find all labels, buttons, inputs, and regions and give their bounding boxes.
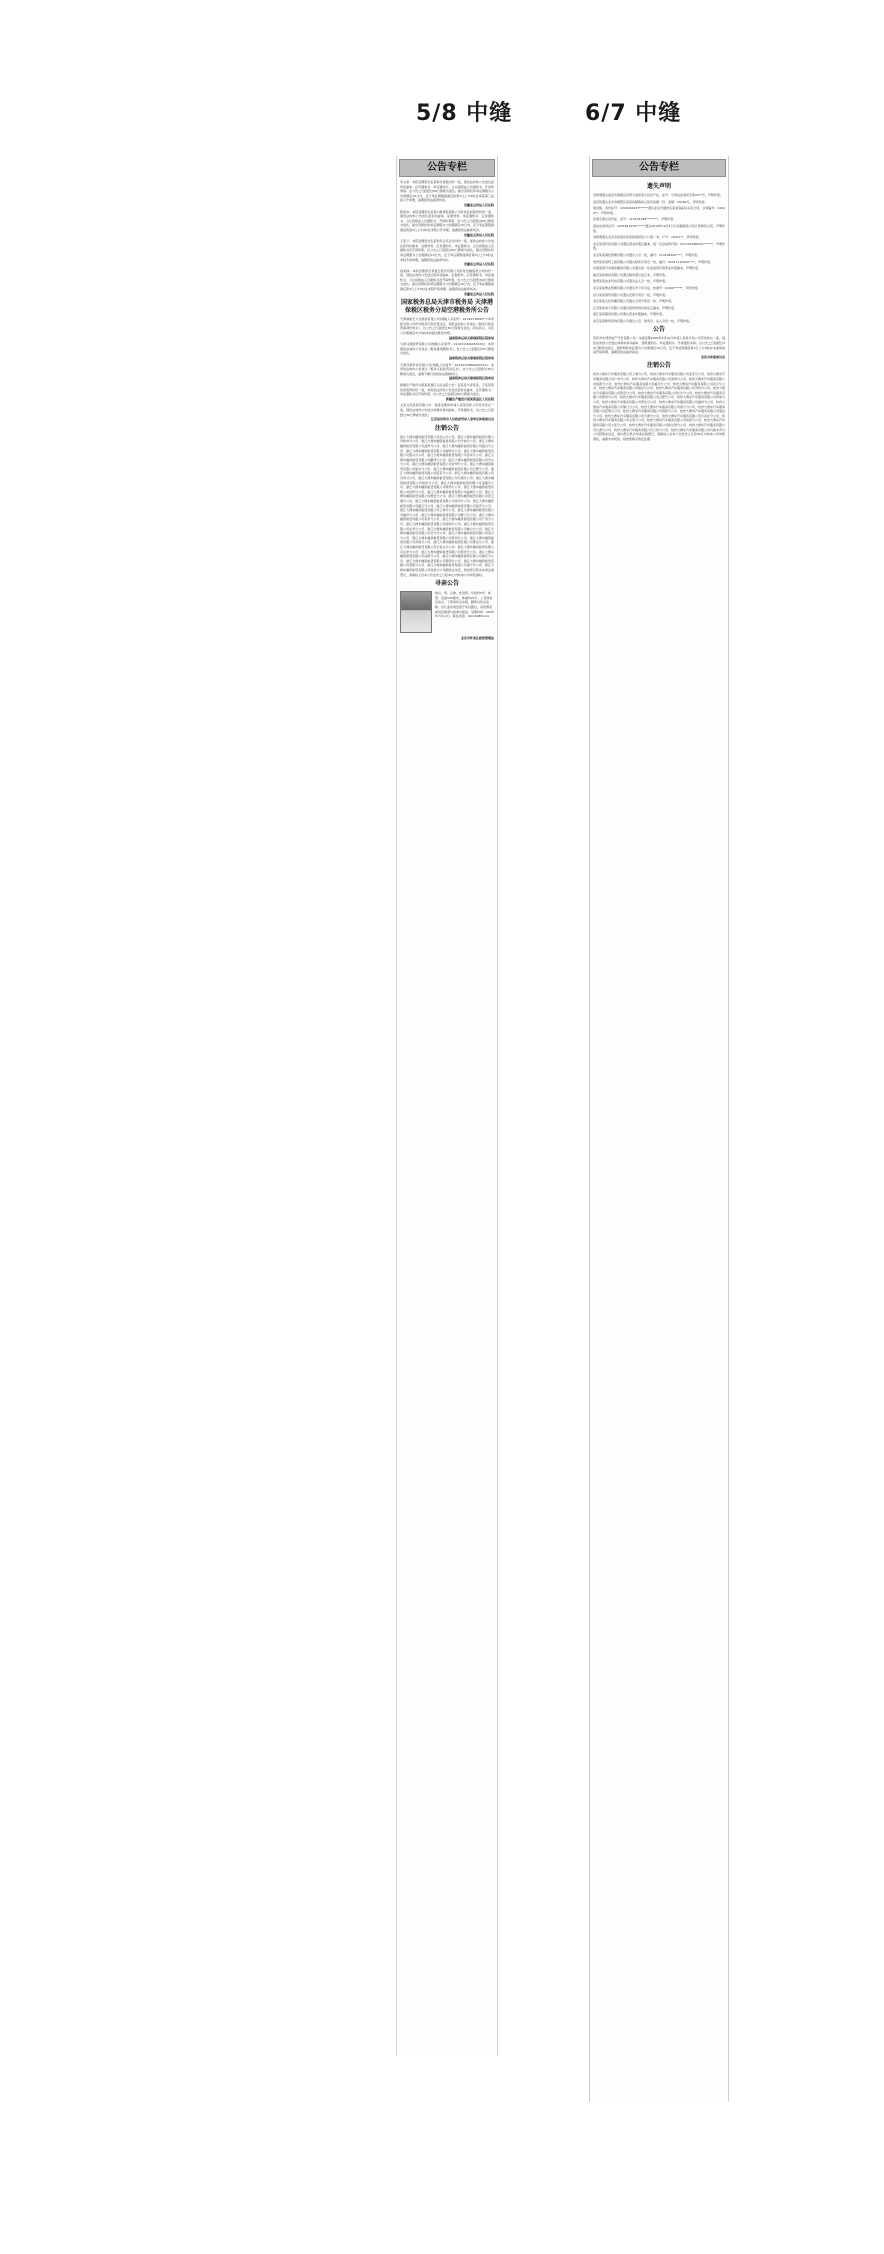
notice-signature: 安徽省五河县人民法院 [463,232,494,237]
list-item: 四川某某商贸有限公司遗失发票专用章一枚，声明作废。 [593,292,669,297]
notice-item: 新疆生产建设兵团某某垦区人民法院公告：张某某与李某某、王某某等民间借贷纠纷一案，本院依法向你公告送达起诉状副本、应诉通知书、举证通知书及开庭传票，自公告之日起经过60日即视为送达。 新疆生产建设兵团某某垦区人民法院 [400,382,494,401]
list-item: 周会骏，身份证号：4304261973******遗失北京市通州区某某商品房买卖合同，合同编号：X4420**，声明作废。 [593,206,725,215]
notice-item: 王某兰：本院受理原告张某诉你买卖合同纠纷一案，现依法向你公告送达起诉状副本、证据材料、应诉通知书、举证通知书、合议庭组成人员通知书及开庭传票。自公告之日起经过60日即视为送达，提出答辩状和举证期限为公告期满后15日内，定于举证期限届满后第3日上午9时在本院开庭审理，逾期将依法缺席判决。 安徽省五河县人民法院 [400,239,494,267]
notice-signature: 国家税务总局天津港保税区税务局 [448,376,494,381]
announcement-title: 公告 [652,326,665,334]
list-item: 浙江某某服饰有限公司遗失营业执照副本，声明作废。 [593,312,666,317]
notice-signature: 国家税务总局天津港保税区税务局 [448,335,494,340]
missing-person-title: 寻亲公告 [434,580,459,588]
notice-item: 天津佳新科技有限公司(纳税人识别号：91120118MA06XXXX)：本所依法向你公告送达《税务行政处罚决定书》，自公告之日起经过30日即视为送达，逾期不履行的将依法强制执行。 国家税务总局天津港保税区税务局 [400,362,494,381]
lost-statement-title: 遗失声明 [646,183,671,190]
page-label-right: 6/7 中缝 [585,101,682,126]
list-item: 昌及筑遗失北京市朝阳区某某房屋购房合同及收据一份，金额：23180元，声明作废。 [593,199,708,204]
column-header-left: 公告专栏 [399,159,495,177]
notice-column-left [396,156,498,2056]
notice-signature: 安徽省五河县人民法院 [463,202,494,207]
list-item: 刘建明遗失北京市某某区某某街道居民户口簿一本，户号：10011**，声明作废。 [593,235,702,240]
notice-item: 天津马网商贸有限公司(纳税人识别号：9112011MA06XXXX)：本所现依法向你公告送达《税务事项通知书》，自公告之日起经过30日即视为送达。 国家税务总局天津港保税区税务局 [400,342,494,360]
notice-signature: 雪花市仲裁委员会 [700,354,725,359]
list-item: 北京某某教育咨询有限公司遗失公章、财务章、法人章各一枚，声明作废。 [593,318,693,323]
notice-item: 文某文化投资有限公司：我委受理的申请人某某诉你公司劳动争议一案，现依法向你公告送达仲裁申请书副本、开庭通知书，自公告之日起经过30日即视为送达。 江苏省常州市人民政府劳动人事争议仲裁委员会 [400,403,494,422]
notice-signature: 新疆生产建设兵团某某垦区人民法院 [445,396,494,401]
announcement-text: 雪花市华邦房地产开发有限公司：本委受理2025年6月10日申请人某某与你公司劳动争议一案，现依法向你公告送达仲裁申请书副本、答辩通知书、举证通知书、开庭通知书等。自公告之日起经过30日即视为送达，答辩期和举证期为公告期满后10日内，定于举证期满后第3日上午9时在本委仲裁庭开庭审理，逾期将依法缺席裁决。 雪花市仲裁委员会 [593,336,725,359]
list-item: 高成东身份证号：2201821979******遗失2019年10月1日与房屋销售方签订的购房合同，声明作废。 [593,223,725,233]
list-item: 重庆某某建材有限公司遗失税务登记证正本，声明作废。 [593,272,669,277]
column-body-right [590,180,728,2102]
list-item: 江苏某某电子有限公司遗失组织机构代码证正副本，声明作废。 [593,305,678,310]
tax-section-title: 国家税务总局天津市税务局 天津港保税区税务分局空港税务所公告 [400,299,494,315]
deregistration-title-left: 注销公告 [434,424,459,432]
deregistration-text-left: 浙江大搜车融资租赁有限公司北山分公司、浙江大搜车融资租赁有限公司杭州分公司、浙江大搜车融资租赁有限公司宁波分公司、浙江大搜车融资租赁有限公司温州分公司、浙江大搜车融资租赁有限公司嘉兴分公司、浙江大搜车融资租赁有限公司湖州分公司、浙江大搜车融资租赁有限公司绍兴分公司、浙江大搜车融资租赁有限公司金华分公司、浙江大搜车融资租赁有限公司衢州分公司、浙江大搜车融资租赁有限公司舟山分公司、浙江大搜车融资租赁有限公司台州分公司、浙江大搜车融资租赁有限公司丽水分公司、浙江大搜车融资租赁有限公司合肥分公司、浙江大搜车融资租赁有限公司南京分公司、浙江大搜车融资租赁有限公司苏州分公司、浙江大搜车融资租赁有限公司无锡分公司、浙江大搜车融资租赁有限公司常州分公司、浙江大搜车融资租赁有限公司南通分公司、浙江大搜车融资租赁有限公司徐州分公司、浙江大搜车融资租赁有限公司扬州分公司、浙江大搜车融资租赁有限公司盐城分公司、浙江大搜车融资租赁有限公司淮安分公司、浙江大搜车融资租赁有限公司连云港分公司、浙江大搜车融资租赁有限公司泰州分公司、浙江大搜车融资租赁有限公司镇江分公司、浙江大搜车融资租赁有限公司宿迁分公司、浙江大搜车融资租赁有限公司上海分公司、浙江大搜车融资租赁有限公司福州分公司、浙江大搜车融资租赁有限公司厦门分公司、浙江大搜车融资租赁有限公司泉州分公司、浙江大搜车融资租赁有限公司广州分公司、浙江大搜车融资租赁有限公司深圳分公司、浙江大搜车融资租赁有限公司东莞分公司、浙江大搜车融资租赁有限公司佛山分公司、浙江大搜车融资租赁有限公司长沙分公司、浙江大搜车融资租赁有限公司武汉分公司、浙江大搜车融资租赁有限公司郑州分公司、浙江大搜车融资租赁有限公司济南分公司、浙江大搜车融资租赁有限公司青岛分公司、浙江大搜车融资租赁有限公司石家庄分公司、浙江大搜车融资租赁有限公司太原分公司、浙江大搜车融资租赁有限公司西安分公司、浙江大搜车融资租赁有限公司成都分公司、浙江大搜车融资租赁有限公司重庆分公司、浙江大搜车融资租赁有限公司昆明分公司、浙江大搜车融资租赁有限公司贵阳分公司、浙江大搜车融资租赁有限公司南宁分公司、浙江大搜车融资租赁有限公司南昌分公司经股东决定，拟向登记机关申请注销登记，请债权人自本公告发布之日起45日内向本公司申报债权。 [400,434,494,577]
page-label-left: 5/8 中缝 [416,101,513,126]
missing-person-photo [400,591,432,633]
list-item: 北京某某文化传播有限公司遗失合同专用章一枚，声明作废。 [593,299,675,304]
column-body-left [397,180,497,2056]
list-item: 吴智明遗失南京市建邺区河西大街某某小区房产证，证号：宁房权证建初字第20**号，声明作废。 [593,193,723,197]
notice-signature: 国家税务总局天津港保税区税务局 [448,356,494,360]
missing-person-text: 姚兵，男，汉族，性别男，年龄约5岁，体型：身高105厘米，体重约22斤，上穿绿色运动衣，下穿绿色运动裤，脚穿白色运动鞋。该儿童系被发现于某村路边，有知情者或其亲属请与我单位联系。受理时间：2025年7月12日。联系电话：010-6985xxxx [435,591,494,619]
column-header-right: 公告专栏 [592,159,726,177]
notice-item [400,636,494,641]
notice-signature: 北京市怀柔区救助管理站 [460,636,494,641]
list-item: 北京某某餐饮管理有限公司遗失公章一枚，编号：110108100****，声明作废。 [593,252,701,257]
notice-signature: 江苏省常州市人民政府劳动人事争议仲裁委员会 [430,417,494,422]
list-item: 北京某某科技有限公司遗失营业执照正副本，统一社会信用代码：91110108MA01******，声明作废。 [593,241,725,251]
notice-item: 钱某林：本院受理原告某银行股份有限公司诉你金融借款合同纠纷一案，现依法向你公告送达起诉状副本、证据材料、应诉通知书、举证通知书、合议庭组成人员通知书及开庭传票。自公告之日起经过60日即视为送达。提出答辩状和举证期限为公告期满后15日内，定于举证期限届满后第3日上午9时在本院开庭审理，逾期将依法缺席判决。 安徽省五河县人民法院 [400,268,494,296]
notice-item: 陈某伟：本院受理原告某某小额贷款有限公司诉你民间借贷纠纷一案，现依法向你公告送达起诉状副本、证据材料、举证通知书、应诉通知书、合议庭组成人员通知书、开庭传票等。自公告之日起经过60日即视为送达。提出答辩状和举证期限为公告期满后15日内，定于举证期限届满后的第3日上午9时在本院公开审理，逾期将依法缺席判决。 安徽省五河县人民法院 [400,209,494,237]
notice-signature: 安徽省五河县人民法院 [463,262,494,267]
list-item: 北京某某物业管理有限公司遗失开户许可证，核准号：J1000******，声明作废。 [593,285,701,290]
notice-item: 李文某：本院受理原告张某诉你离婚纠纷一案，现依法向你公告送达起诉状副本、应诉通知书、举证通知书、合议庭组成人员通知书、开庭传票等。自公告之日起经过60日即视为送达。提出答辩状和举证期限为公告期满后15日内，定于举证期限届满后的第3日上午9时在本院第三法庭公开审理，逾期将依法缺席判决。 安徽省五河县人民法院 [400,180,494,207]
missing-person-block [400,591,494,633]
list-item: 陕西某某农业科技有限公司遗失法人章一枚，声明作废。 [593,279,669,284]
deregistration-text-right: 杭州大搜车汽车服务有限公司上海分公司、杭州大搜车汽车服务有限公司北京分公司、杭州大搜车汽车服务有限公司广州分公司、杭州大搜车汽车服务有限公司深圳分公司、杭州大搜车汽车服务有限公司成都分公司、杭州大搜车汽车服务有限公司重庆分公司、杭州大搜车汽车服务有限公司武汉分公司、杭州大搜车汽车服务有限公司南京分公司、杭州大搜车汽车服务有限公司苏州分公司、杭州大搜车汽车服务有限公司西安分公司、杭州大搜车汽车服务有限公司长沙分公司、杭州大搜车汽车服务有限公司郑州分公司、杭州大搜车汽车服务有限公司合肥分公司、杭州大搜车汽车服务有限公司济南分公司、杭州大搜车汽车服务有限公司青岛分公司、杭州大搜车汽车服务有限公司福州分公司、杭州大搜车汽车服务有限公司厦门分公司、杭州大搜车汽车服务有限公司南宁分公司、杭州大搜车汽车服务有限公司昆明分公司、杭州大搜车汽车服务有限公司贵阳分公司、杭州大搜车汽车服务有限公司南昌分公司、杭州大搜车汽车服务有限公司天津分公司、杭州大搜车汽车服务有限公司石家庄分公司、杭州大搜车汽车服务有限公司太原分公司、杭州大搜车汽车服务有限公司沈阳分公司、杭州大搜车汽车服务有限公司大连分公司、杭州大搜车汽车服务有限公司哈尔滨分公司、杭州大搜车汽车服务有限公司长春分公司、杭州大搜车汽车服务有限公司兰州分公司、杭州大搜车汽车服务有限公司乌鲁木齐分公司经股东决定，拟向登记机关申请注销登记，请债权人自本公告发布之日起45日内向本公司申报债权，逾期未申报的，将按照相关规定处理。 [593,372,726,441]
deregistration-title-right: 注销公告 [646,362,671,370]
notice-column-right [589,156,729,2102]
list-item: 张明冬遗失身份证，证号：110105198********，声明作废。 [593,217,677,222]
notice-signature: 安徽省五河县人民法院 [463,291,494,296]
notice-item: 天津港航空大化新能有限公司(纳税人识别号：91120118MA**):本所拟对你公司作出税务行政处罚决定，现依法向你公告送达《税务行政处罚事项告知书》，自公告之日起经过30日即视为送达。如有异议，可在公告期满后3日内向本局提出陈述申辩。 国家税务总局天津港保税区税务局 [400,317,494,340]
list-item: 贵州某某建筑工程有限公司遗失财务专用章一枚，编号：52011110000****，声明作废。 [593,259,713,264]
list-item: 河南某某汽车销售服务有限公司遗失统一社会信用代码营业执照副本，声明作废。 [593,266,702,271]
